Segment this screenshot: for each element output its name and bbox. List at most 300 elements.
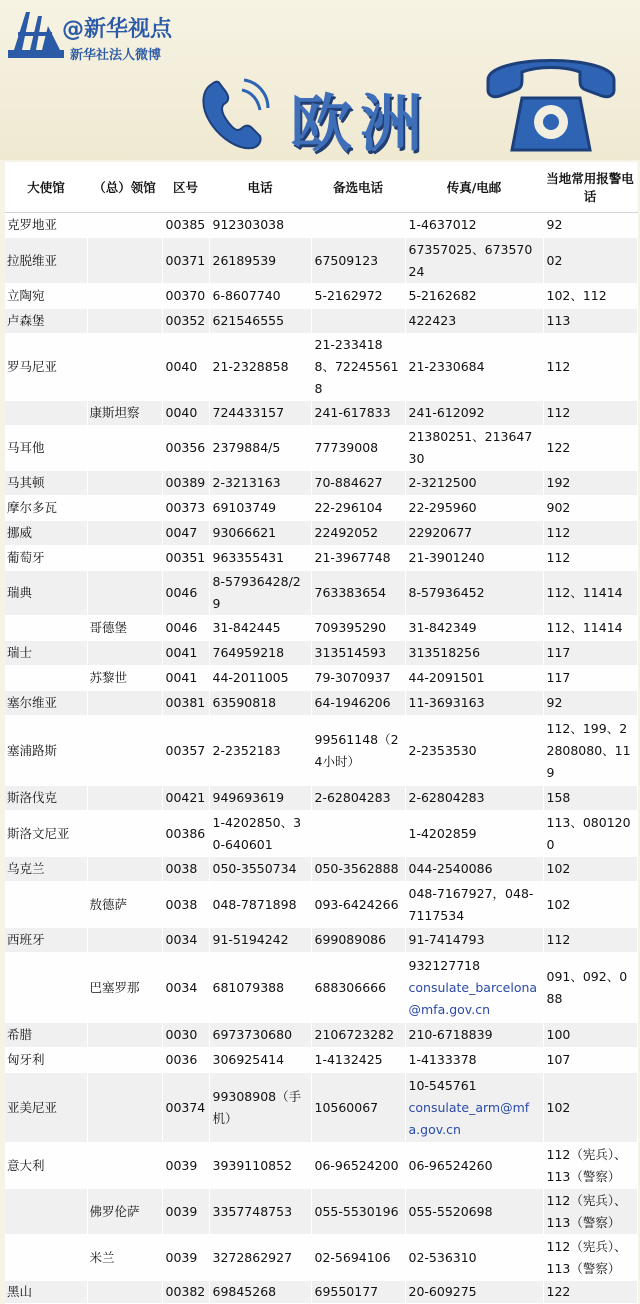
fax-email-cell-text: 8-57936452 — [408, 585, 485, 600]
embassy-cell-text: 希腊 — [7, 1027, 33, 1042]
phone-cell — [209, 546, 311, 571]
phone-cell — [209, 1281, 311, 1304]
police-cell — [543, 546, 637, 571]
phone-cell-text: 3272862927 — [212, 1249, 293, 1265]
phone-cell-text: 8-57936428/29 — [212, 574, 301, 611]
fax-email-cell-text: 91-7414793 — [408, 932, 485, 947]
phone-cell — [209, 334, 311, 401]
consulate-email-link[interactable]: consulate_arm@mfa.gov.cn — [408, 1099, 530, 1137]
phone-cell — [209, 571, 311, 616]
phone-cell — [209, 401, 311, 426]
police-cell — [543, 716, 637, 786]
fax-email-cell — [405, 811, 543, 857]
phone-cell — [209, 471, 311, 496]
alt-phone-cell — [311, 857, 405, 882]
fax-email-cell-text: 1-4202859 — [408, 825, 477, 841]
police-cell-text: 112 — [546, 359, 571, 374]
police-cell — [543, 571, 637, 616]
area-code-cell — [162, 641, 209, 666]
area-code-cell-text: 00381 — [165, 695, 206, 710]
phone-cell — [209, 1023, 311, 1048]
consulate-cell-text: 敖德萨 — [89, 896, 128, 912]
phone-cell-text: 1-4202850、30-640601 — [212, 814, 302, 852]
phone-cell — [209, 882, 311, 928]
area-code-cell-text: 00370 — [165, 288, 206, 303]
phone-cell — [209, 716, 311, 786]
table-row — [5, 953, 637, 1023]
phone-cell-text: 681079388 — [212, 979, 285, 995]
fax-email-cell — [405, 284, 543, 309]
alt-phone-cell-text: 02-5694106 — [314, 1249, 391, 1265]
police-cell — [543, 521, 637, 546]
alt-phone-cell-text: 99561148（24小时） — [314, 731, 399, 769]
phone-cell-text: 306925414 — [212, 1052, 285, 1067]
police-cell — [543, 284, 637, 309]
area-code-cell-text: 0034 — [165, 932, 198, 947]
embassy-cell-text: 黑山 — [7, 1284, 33, 1299]
consulate-cell — [87, 1048, 162, 1073]
area-code-cell-text: 00385 — [165, 217, 206, 232]
alt-phone-cell-text: 241-617833 — [314, 405, 391, 420]
embassy-cell — [5, 616, 87, 641]
embassy-cell-text: 西班牙 — [7, 932, 45, 947]
consulate-cell — [87, 811, 162, 857]
police-cell-text: 100 — [546, 1027, 571, 1042]
police-cell — [543, 1143, 637, 1189]
embassy-cell-text: 塞浦路斯 — [7, 742, 58, 758]
fax-email-cell-text: 22-295960 — [408, 500, 477, 515]
area-code-cell-text: 0038 — [165, 861, 198, 876]
consulate-cell — [87, 666, 162, 691]
area-code-cell — [162, 571, 209, 616]
col-header-alt-phone: 备选电话 — [311, 162, 405, 213]
embassy-cell — [5, 1143, 87, 1189]
phone-cell — [209, 1073, 311, 1143]
fax-email-cell — [405, 882, 543, 928]
consulate-cell-text: 苏黎世 — [89, 670, 128, 685]
alt-phone-cell — [311, 426, 405, 471]
area-code-cell-text: 0039 — [165, 1157, 198, 1173]
fax-email-cell — [405, 426, 543, 471]
police-cell-text: 112、11414 — [546, 585, 623, 600]
police-cell — [543, 496, 637, 521]
alt-phone-cell-text: 70-884627 — [314, 475, 383, 490]
embassy-cell — [5, 716, 87, 786]
embassy-cell — [5, 928, 87, 953]
consulate-cell — [87, 1235, 162, 1281]
embassy-cell-text: 瑞典 — [7, 585, 33, 600]
phone-cell-text: 6973730680 — [212, 1027, 293, 1042]
police-cell-text: 112 — [546, 525, 571, 540]
phone-cell-text: 048-7871898 — [212, 896, 297, 912]
consulate-cell — [87, 546, 162, 571]
fax-email-cell — [405, 213, 543, 238]
area-code-cell — [162, 1189, 209, 1235]
embassy-cell — [5, 571, 87, 616]
embassy-cell-text: 拉脱维亚 — [7, 252, 58, 268]
table-row — [5, 284, 637, 309]
alt-phone-cell-text: 1-4132425 — [314, 1052, 383, 1067]
police-cell — [543, 1073, 637, 1143]
table-row — [5, 571, 637, 616]
area-code-cell — [162, 811, 209, 857]
alt-phone-cell-text: 313514593 — [314, 645, 387, 660]
table-row — [5, 1143, 637, 1189]
area-code-cell-text: 00421 — [165, 790, 206, 805]
phone-cell-text: 963355431 — [212, 550, 285, 565]
phone-cell-text: 6-8607740 — [212, 288, 281, 303]
fax-email-cell-text: 055-5520698 — [408, 1203, 493, 1219]
alt-phone-cell — [311, 716, 405, 786]
col-header-fax-email: 传真/电邮 — [405, 162, 543, 213]
embassy-cell-text: 亚美尼亚 — [7, 1099, 58, 1115]
alt-phone-cell — [311, 928, 405, 953]
police-cell-text: 92 — [546, 217, 563, 232]
fax-email-cell-text: 44-2091501 — [408, 670, 485, 685]
police-cell-text: 102 — [546, 1099, 571, 1115]
embassy-cell — [5, 666, 87, 691]
consulate-cell — [87, 238, 162, 284]
area-code-cell-text: 0041 — [165, 670, 198, 685]
table-row — [5, 238, 637, 284]
phone-cell — [209, 691, 311, 716]
police-cell-text: 102、112 — [546, 288, 607, 303]
table-row — [5, 666, 637, 691]
table-header-row — [5, 162, 637, 213]
fax-email-cell — [405, 857, 543, 882]
phone-cell-text: 99308908（手机） — [212, 1088, 302, 1126]
area-code-cell-text: 0039 — [165, 1203, 198, 1219]
consulate-cell — [87, 786, 162, 811]
alt-phone-cell-text: 050-3562888 — [314, 861, 399, 876]
weibo-subtitle: 新华社法人微博 — [70, 48, 162, 63]
embassy-cell — [5, 1023, 87, 1048]
fax-email-cell-text: 67357025、67357024 — [408, 241, 533, 279]
col-header-police: 当地常用报警电话 — [543, 162, 637, 213]
fax-email-cell-text: 1-4637012 — [408, 217, 477, 232]
area-code-cell-text: 00373 — [165, 500, 206, 515]
table-row — [5, 471, 637, 496]
consulate-cell-text: 佛罗伦萨 — [89, 1203, 140, 1219]
embassy-cell-text: 立陶宛 — [7, 288, 45, 303]
alt-phone-cell — [311, 471, 405, 496]
table-row — [5, 213, 637, 238]
police-cell — [543, 471, 637, 496]
police-cell-text: 122 — [546, 1284, 571, 1299]
police-cell — [543, 401, 637, 426]
fax-email-cell-text: 210-6718839 — [408, 1027, 493, 1042]
table-row — [5, 882, 637, 928]
alt-phone-cell — [311, 666, 405, 691]
phone-cell — [209, 928, 311, 953]
alt-phone-cell-text: 10560067 — [314, 1099, 379, 1115]
police-cell — [543, 1235, 637, 1281]
phone-cell-text: 31-842445 — [212, 620, 281, 635]
table-row — [5, 1048, 637, 1073]
consulate-cell — [87, 1189, 162, 1235]
alt-phone-cell — [311, 616, 405, 641]
alt-phone-cell-text: 055-5530196 — [314, 1203, 399, 1219]
consulate-cell — [87, 284, 162, 309]
police-cell — [543, 616, 637, 641]
police-cell — [543, 1048, 637, 1073]
fax-email-cell-text: 22920677 — [408, 525, 473, 540]
embassy-cell — [5, 1048, 87, 1073]
fax-email-cell-text: 31-842349 — [408, 620, 477, 635]
fax-email-cell-text: 044-2540086 — [408, 861, 493, 876]
alt-phone-cell — [311, 496, 405, 521]
phone-cell-text: 3357748753 — [212, 1203, 293, 1219]
table-row — [5, 546, 637, 571]
fax-email-cell-text: 2-3212500 — [408, 475, 477, 490]
area-code-cell — [162, 786, 209, 811]
alt-phone-cell-text: 093-6424266 — [314, 896, 399, 912]
area-code-cell — [162, 1143, 209, 1189]
table-row — [5, 1235, 637, 1281]
area-code-cell — [162, 928, 209, 953]
fax-email-cell — [405, 334, 543, 401]
fax-email-cell — [405, 1281, 543, 1304]
embassy-cell — [5, 496, 87, 521]
alt-phone-cell — [311, 546, 405, 571]
fax-email-cell-text: 02-536310 — [408, 1249, 477, 1265]
area-code-cell-text: 00382 — [165, 1284, 206, 1299]
consulate-cell — [87, 213, 162, 238]
table-row — [5, 1189, 637, 1235]
table-row — [5, 786, 637, 811]
alt-phone-cell — [311, 1023, 405, 1048]
embassy-cell-text: 葡萄牙 — [7, 550, 45, 565]
fax-email-cell — [405, 309, 543, 334]
embassy-cell — [5, 641, 87, 666]
fax-email-cell-text: 10-545761 — [408, 1077, 477, 1093]
alt-phone-cell — [311, 521, 405, 546]
fax-email-cell-text: 5-2162682 — [408, 288, 477, 303]
embassy-contact-table — [5, 162, 638, 1304]
area-code-cell — [162, 857, 209, 882]
alt-phone-cell — [311, 786, 405, 811]
area-code-cell-text: 00389 — [165, 475, 206, 490]
alt-phone-cell — [311, 284, 405, 309]
consulate-cell — [87, 857, 162, 882]
alt-phone-cell — [311, 334, 405, 401]
phone-cell-text: 69103749 — [212, 500, 277, 515]
consulate-cell — [87, 953, 162, 1023]
area-code-cell — [162, 401, 209, 426]
police-cell-text: 117 — [546, 670, 571, 685]
fax-email-cell — [405, 521, 543, 546]
alt-phone-cell — [311, 213, 405, 238]
alt-phone-cell — [311, 1048, 405, 1073]
fax-email-cell-text: 06-96524260 — [408, 1157, 493, 1173]
area-code-cell — [162, 1235, 209, 1281]
area-code-cell — [162, 284, 209, 309]
consulate-cell — [87, 496, 162, 521]
consulate-cell — [87, 616, 162, 641]
embassy-cell — [5, 213, 87, 238]
fax-email-cell — [405, 1073, 543, 1143]
consulate-cell — [87, 1023, 162, 1048]
fax-email-cell-text: 932127718 — [408, 957, 481, 973]
phone-cell — [209, 1189, 311, 1235]
phone-cell-text: 621546555 — [212, 313, 285, 328]
telephone-icon — [482, 40, 620, 152]
police-cell-text: 112（宪兵）、113（警察） — [546, 1192, 627, 1230]
area-code-cell-text: 00386 — [165, 825, 206, 841]
embassy-cell — [5, 471, 87, 496]
alt-phone-cell — [311, 238, 405, 284]
alt-phone-cell — [311, 811, 405, 857]
weibo-handle: @新华视点 — [62, 17, 173, 42]
alt-phone-cell-text: 5-2162972 — [314, 288, 383, 303]
embassy-cell-text: 斯洛文尼亚 — [7, 825, 70, 841]
embassy-cell-text: 马耳他 — [7, 440, 45, 455]
area-code-cell — [162, 521, 209, 546]
police-cell-text: 112 — [546, 550, 571, 565]
alt-phone-cell-text: 763383654 — [314, 585, 387, 600]
alt-phone-cell-text: 688306666 — [314, 979, 387, 995]
fax-email-cell-text: 048-7167927，048-7117534 — [408, 885, 534, 923]
area-code-cell — [162, 953, 209, 1023]
police-cell — [543, 928, 637, 953]
fax-email-cell-text: 21-2330684 — [408, 359, 485, 374]
alt-phone-cell-text: 79-3070937 — [314, 670, 391, 685]
area-code-cell-text: 0034 — [165, 979, 198, 995]
area-code-cell-text: 00371 — [165, 252, 206, 268]
alt-phone-cell-text: 06-96524200 — [314, 1157, 399, 1173]
fax-email-cell — [405, 496, 543, 521]
phone-cell — [209, 521, 311, 546]
fax-email-cell — [405, 1023, 543, 1048]
embassy-cell — [5, 1235, 87, 1281]
alt-phone-cell — [311, 401, 405, 426]
area-code-cell — [162, 238, 209, 284]
alt-phone-cell — [311, 882, 405, 928]
fax-email-cell — [405, 928, 543, 953]
area-code-cell — [162, 426, 209, 471]
consulate-cell — [87, 1073, 162, 1143]
fax-email-cell — [405, 616, 543, 641]
police-cell — [543, 953, 637, 1023]
table-row — [5, 811, 637, 857]
phone-cell-text: 2-3213163 — [212, 475, 281, 490]
page-title: 欧洲 — [290, 87, 431, 160]
alt-phone-cell — [311, 309, 405, 334]
table-row — [5, 857, 637, 882]
area-code-cell-text: 00374 — [165, 1099, 206, 1115]
consulate-email-link[interactable]: consulate_barcelona@mfa.gov.cn — [408, 979, 538, 1017]
consulate-cell — [87, 1281, 162, 1304]
fax-email-cell — [405, 546, 543, 571]
embassy-cell — [5, 953, 87, 1023]
fax-email-cell — [405, 1143, 543, 1189]
fax-email-cell-text: 241-612092 — [408, 405, 485, 420]
embassy-cell-text: 马其顿 — [7, 475, 45, 490]
table-row — [5, 691, 637, 716]
alt-phone-cell-text: 2106723282 — [314, 1027, 395, 1042]
alt-phone-cell — [311, 1235, 405, 1281]
area-code-cell — [162, 691, 209, 716]
police-cell-text: 192 — [546, 475, 571, 490]
col-header-consulate: （总）领馆 — [87, 162, 162, 213]
phone-handset-icon — [198, 76, 270, 152]
fax-email-cell — [405, 471, 543, 496]
area-code-cell-text: 0041 — [165, 645, 198, 660]
table-row — [5, 616, 637, 641]
table-row — [5, 401, 637, 426]
phone-cell-text: 2-2352183 — [212, 742, 281, 758]
embassy-cell — [5, 857, 87, 882]
alt-phone-cell-text: 22-296104 — [314, 500, 383, 515]
area-code-cell — [162, 213, 209, 238]
table-row — [5, 716, 637, 786]
alt-phone-cell-text: 21-3967748 — [314, 550, 391, 565]
phone-cell — [209, 811, 311, 857]
consulate-cell — [87, 571, 162, 616]
alt-phone-cell — [311, 953, 405, 1023]
area-code-cell — [162, 334, 209, 401]
embassy-cell-text: 瑞士 — [7, 645, 33, 660]
fax-email-cell — [405, 786, 543, 811]
table-row — [5, 1073, 637, 1143]
alt-phone-cell — [311, 1281, 405, 1304]
embassy-cell — [5, 811, 87, 857]
consulate-cell-text: 康斯坦察 — [89, 405, 140, 420]
consulate-cell — [87, 716, 162, 786]
fax-email-cell-text: 20-609275 — [408, 1284, 477, 1299]
police-cell-text: 158 — [546, 790, 571, 805]
embassy-cell — [5, 426, 87, 471]
area-code-cell-text: 00357 — [165, 742, 206, 758]
police-cell-text: 107 — [546, 1052, 571, 1067]
fax-email-cell-text: 2-62804283 — [408, 790, 485, 805]
police-cell-text: 122 — [546, 440, 571, 455]
phone-cell — [209, 426, 311, 471]
phone-cell-text: 69845268 — [212, 1284, 277, 1299]
table-row — [5, 426, 637, 471]
alt-phone-cell-text: 21-2334188、722455618 — [314, 337, 399, 396]
fax-email-cell — [405, 1189, 543, 1235]
phone-cell — [209, 1048, 311, 1073]
police-cell-text: 112、199、22808080、119 — [546, 720, 631, 780]
consulate-cell — [87, 471, 162, 496]
embassy-cell — [5, 521, 87, 546]
fax-email-cell-text: 313518256 — [408, 645, 481, 660]
police-cell — [543, 1281, 637, 1304]
police-cell-text: 02 — [546, 252, 563, 268]
area-code-cell-text: 0040 — [165, 359, 198, 374]
embassy-cell-text: 斯洛伐克 — [7, 790, 58, 805]
table-row — [5, 334, 637, 401]
police-cell — [543, 426, 637, 471]
consulate-cell — [87, 309, 162, 334]
phone-cell — [209, 238, 311, 284]
area-code-cell — [162, 882, 209, 928]
police-cell-text: 112 — [546, 932, 571, 947]
police-cell-text: 113、0801200 — [546, 814, 631, 852]
police-cell-text: 112（宪兵）、113（警察） — [546, 1146, 627, 1184]
fax-email-cell-text: 2-2353530 — [408, 742, 477, 758]
table-row — [5, 1023, 637, 1048]
embassy-cell — [5, 1073, 87, 1143]
embassy-cell-text: 匈牙利 — [7, 1052, 45, 1067]
table-row — [5, 1281, 637, 1304]
phone-cell — [209, 1235, 311, 1281]
police-cell-text: 102 — [546, 861, 571, 876]
embassy-cell-text: 意大利 — [7, 1157, 45, 1173]
phone-cell-text: 93066621 — [212, 525, 277, 540]
phone-cell — [209, 1143, 311, 1189]
